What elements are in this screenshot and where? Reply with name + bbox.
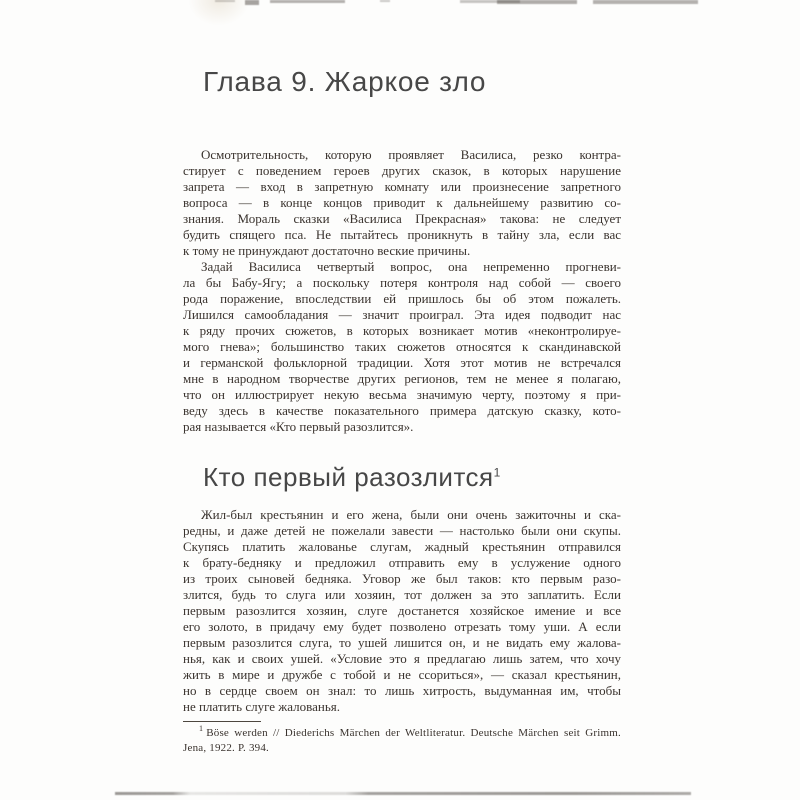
- text-line: ла бы Бабу-Ягу; а поскольку потеря контроля над собой — своего: [183, 275, 621, 290]
- footnote-line: [183, 726, 621, 741]
- text-line: не платить слуге жалованья.: [183, 699, 340, 714]
- text-line: Скупясь платить жалованье слугам, жадный крестьянин отправился: [183, 539, 621, 554]
- text-line: знания. Мораль сказки «Василиса Прекрасная» такова: не следует: [183, 211, 621, 226]
- scan-smudge: [188, 0, 250, 26]
- section-heading-text: Кто первый разозлится: [203, 462, 494, 492]
- text-line: из троих сыновей бедняка. Уговор же был таков: кто первым разо-: [183, 571, 621, 586]
- text-line: запрета — вход в запретную комнату или произнесение запретного: [183, 179, 621, 194]
- text-line: что он иллюстрирует некую весьма значимую черту, поэтому я при-: [183, 387, 621, 402]
- footnote-marker: 1: [199, 724, 204, 734]
- text-line: Жил-был крестьянин и его жена, были они очень зажиточны и ска-: [201, 507, 621, 522]
- scan-artifact-top: [245, 0, 259, 5]
- scan-artifact-top: [593, 0, 698, 4]
- chapter-title: Глава 9. Жаркое зло: [203, 66, 487, 97]
- scan-artifact-bottom: [115, 792, 691, 795]
- text-line: нья, как и своих ушей. «Условие это я предлагаю лишь затем, что хочу: [183, 651, 621, 666]
- scan-artifact-top: [270, 0, 345, 3]
- text-column: [183, 147, 621, 756]
- heading-footnote-ref: 1: [493, 465, 501, 480]
- text-line: к брату-бедняку и предложил отправить ему в услужение одного: [183, 555, 621, 570]
- text-line: к тому не принуждают достаточно веские причины.: [183, 243, 471, 258]
- story-paragraphs: [183, 507, 621, 715]
- text-line: веду здесь в качестве показательного примера датскую сказку, кото-: [183, 403, 621, 418]
- text-line: Осмотрительность, которую проявляет Василиса, резко контра-: [201, 147, 621, 162]
- footnote-separator: [183, 721, 261, 722]
- paragraph: [183, 147, 621, 259]
- text-line: рода поражение, впоследствии ей пришлось бы об этом пожалеть.: [183, 291, 621, 306]
- section-heading: [203, 461, 621, 493]
- paragraph: [183, 259, 621, 435]
- text-line: жить в мире и дружбе с тобой и не ссориться», — сказал крестьянин,: [183, 667, 621, 682]
- footnote-text: Böse werden // Diederichs Märchen der Weltliteratur. Deutsche Märchen seit Grimm.: [206, 727, 621, 739]
- text-line: его золото, в придачу ему будет позволено отрезать тому уши. А если: [183, 619, 621, 634]
- text-line: и германской фольклорной традиции. Хотя этот мотив не встречался: [183, 355, 621, 370]
- scan-artifact-top: [380, 0, 390, 2]
- text-line: рая называется «Кто первый разозлится».: [183, 419, 414, 434]
- text-line: Задай Василиса четвертый вопрос, она непременно прогневи-: [201, 259, 621, 274]
- scan-artifact-top: [497, 0, 577, 4]
- scan-artifact-top: [215, 0, 235, 2]
- text-line: Лишился самообладания — значит проиграл. Эта идея подводит нас: [183, 307, 621, 322]
- intro-paragraphs: [183, 147, 621, 435]
- text-line: мне в народном творчестве других регионов, тем не менее я полагаю,: [183, 371, 621, 386]
- text-line: первым разозлится слуга, то ушей лишится он, и не видать ему жалова-: [183, 635, 621, 650]
- paragraph: [183, 507, 621, 715]
- text-line: злится, будь то слуга или хозяин, тот должен за это заплатить. Если: [183, 587, 621, 602]
- text-line: будить спящего пса. Не пытайтесь проникнуть в тайну зла, если вас: [183, 227, 621, 242]
- text-line: редны, и даже детей не пожелали завести — настолько были они скупы.: [183, 523, 621, 538]
- text-line: к ряду прочих сюжетов, в которых возникает мотив «неконтролируе-: [183, 323, 621, 338]
- text-line: первым разозлится хозяин, слуге достанется хозяйское имение и все: [183, 603, 621, 618]
- text-line: стирует с поведением героев других сказок, в которых нарушение: [183, 163, 621, 178]
- footnote-line: Jena, 1922. P. 394.: [183, 742, 269, 754]
- text-line: мого гнева»; большинство таких сюжетов относятся к скандинавской: [183, 339, 621, 354]
- text-line: но в сердце своем он знал: то лишь хитрость, выдуманная им, чтобы: [183, 683, 621, 698]
- footnote: [183, 726, 621, 756]
- text-line: вопроса — в конце концов приводит к дальнейшему развитию со-: [183, 195, 621, 210]
